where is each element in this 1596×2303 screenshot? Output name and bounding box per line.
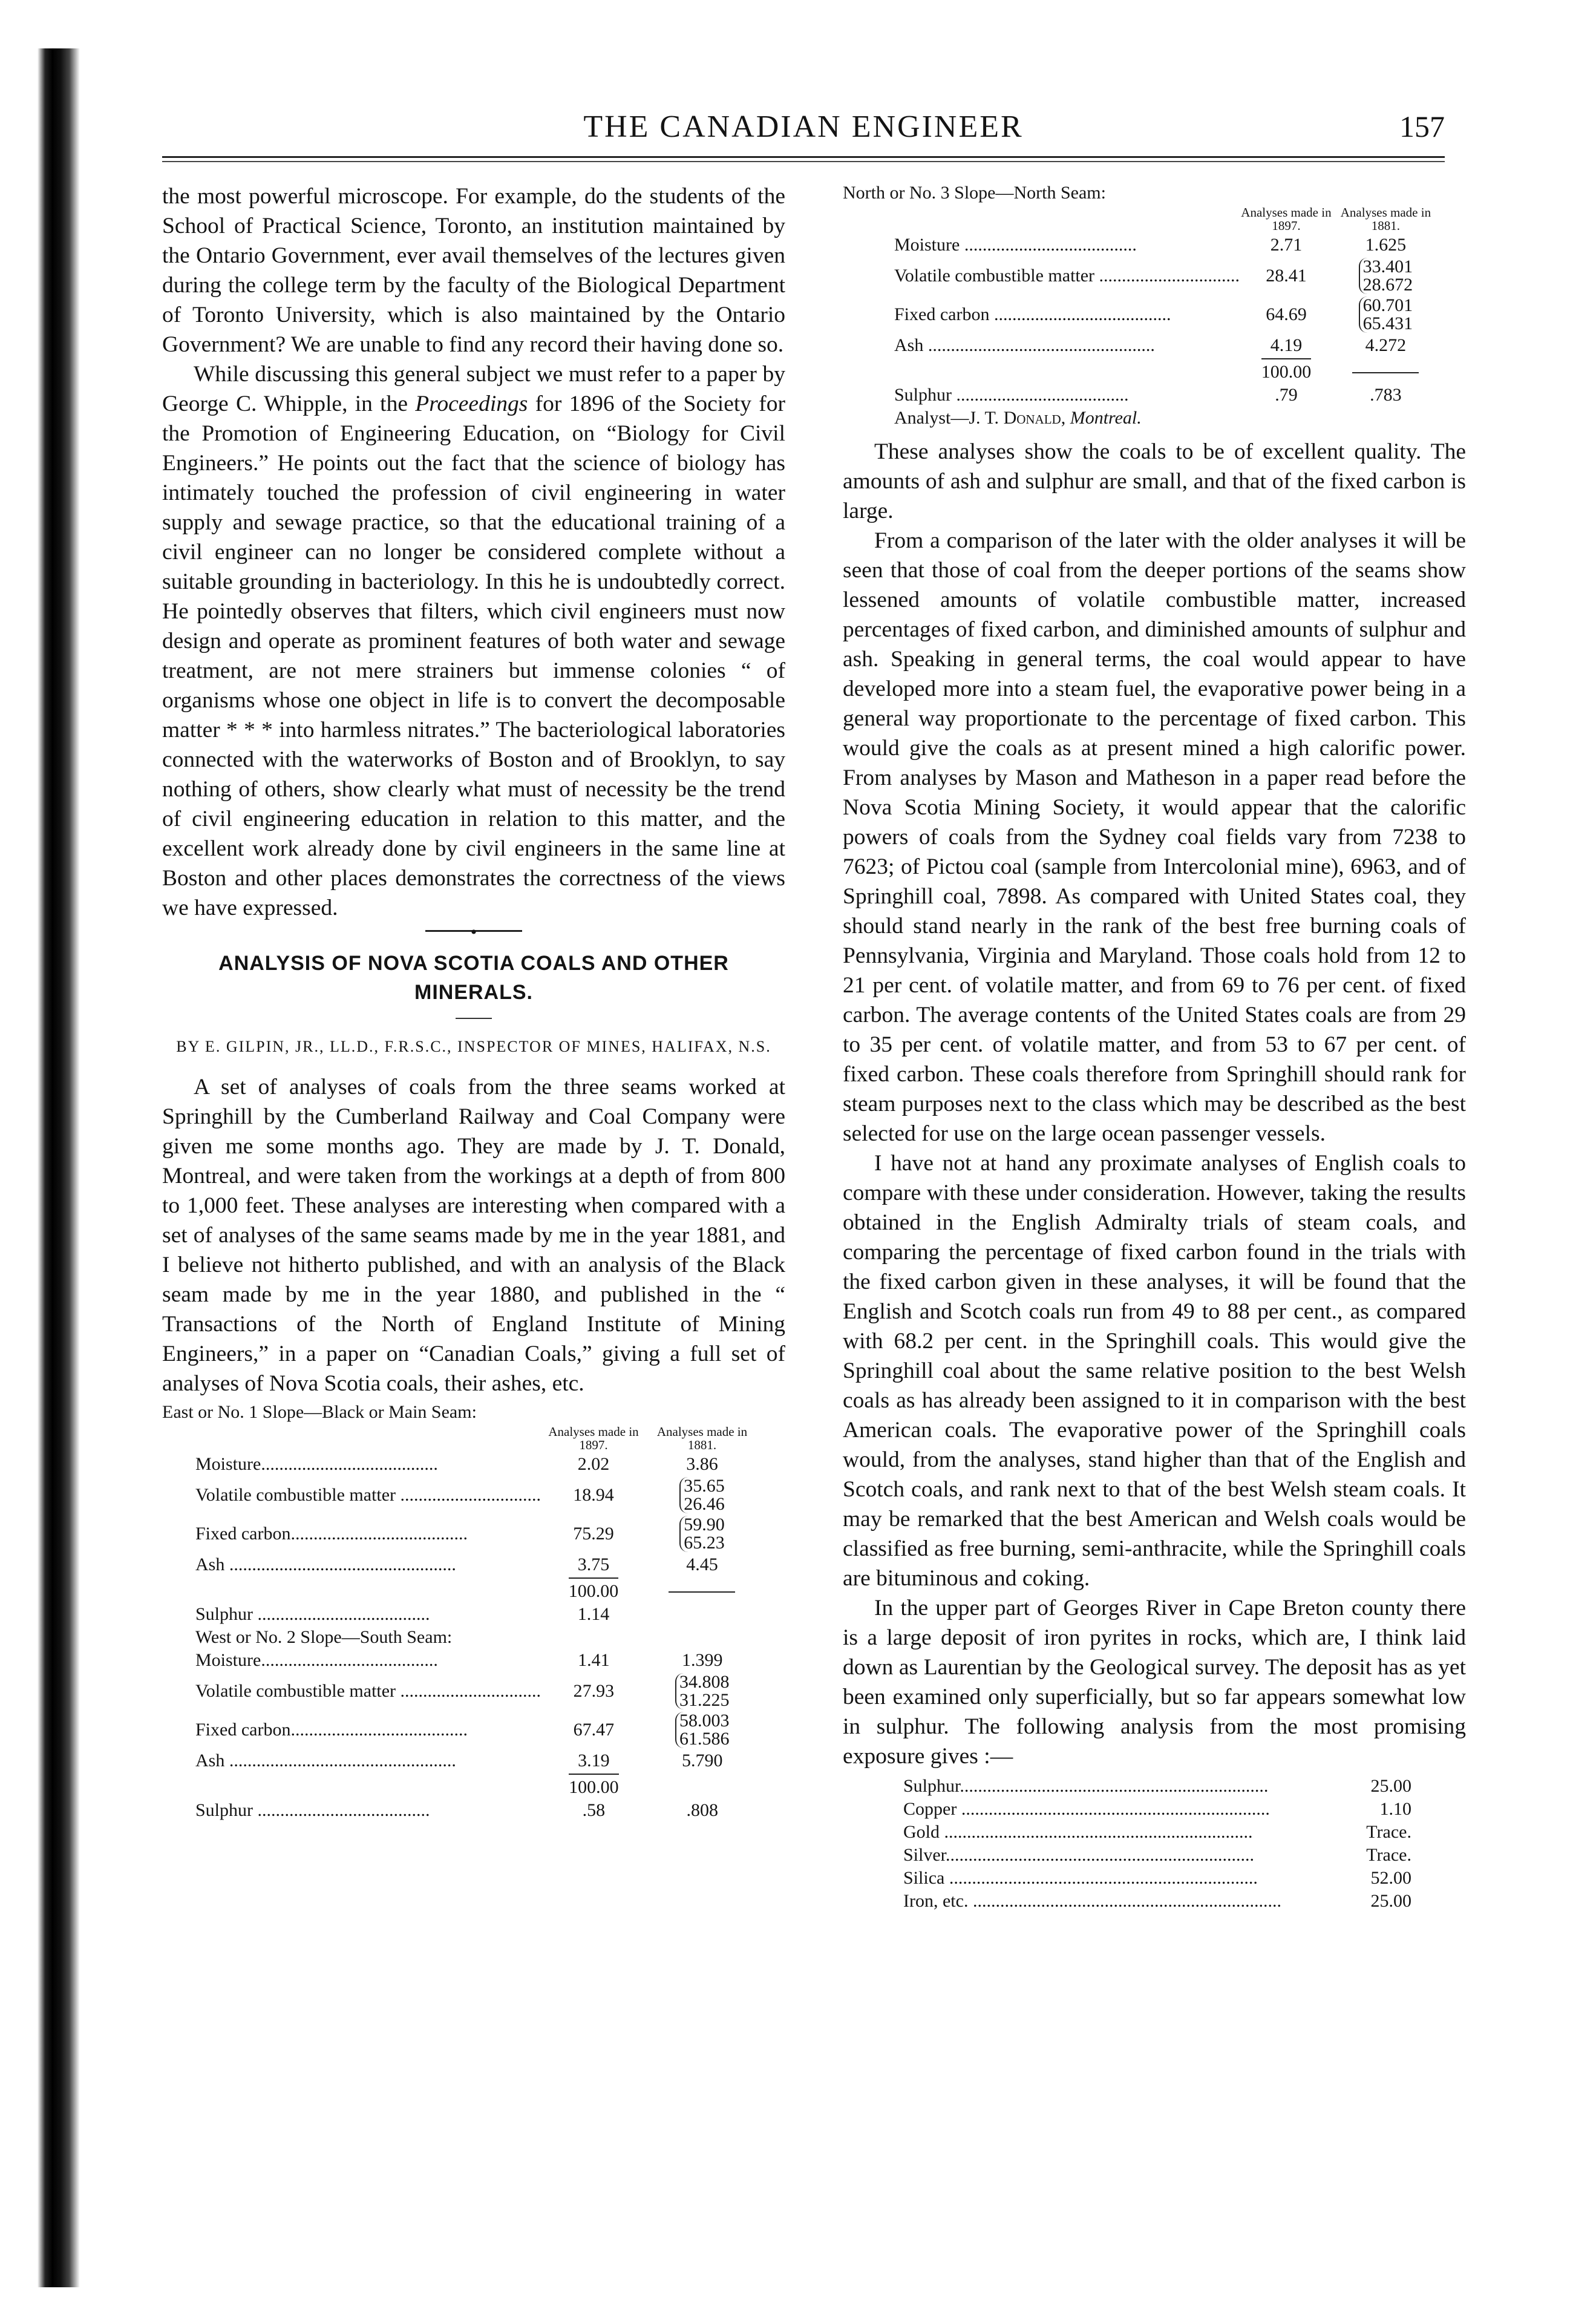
total-rule [669, 1591, 735, 1595]
row-label: Ash [195, 1751, 225, 1771]
value-1881: 1.399 [682, 1650, 723, 1670]
total-value: 100.00 [1261, 358, 1312, 382]
value-1897: 3.19 [578, 1751, 610, 1771]
column-header: Analyses made in 1881. [1340, 205, 1431, 233]
table-row: Sulphur.................................................................... 25.00 [903, 1775, 1411, 1798]
bullet-dot: • [470, 922, 477, 942]
pyrites-analysis-table [903, 1775, 1411, 1913]
sulphur-row: Sulphur ...................................... 1.14 [195, 1603, 758, 1626]
row-label: Silver [903, 1845, 946, 1865]
value-1881: 58.003 [679, 1711, 730, 1731]
table-caption: East or No. 1 Slope—Black or Main Seam: [162, 1402, 477, 1422]
value-1881: 4.45 [686, 1554, 718, 1574]
row-label: Sulphur [894, 385, 952, 405]
row-value: Trace. [1366, 1822, 1411, 1842]
row-value: 25.00 [1370, 1891, 1411, 1911]
article-title: ANALYSIS OF NOVA SCOTIA COALS AND OTHER MINERALS. [218, 952, 729, 1004]
table-row: Volatile combustible matter ............................... 27.93 34.808 31.225 [195, 1672, 730, 1710]
bracketed-values [675, 1673, 730, 1709]
value-1897: 28.41 [1266, 266, 1307, 286]
table-row: Silica .................................................................... 52.00 [903, 1867, 1411, 1890]
row-label: Fixed carbon [894, 304, 990, 324]
paragraph [162, 359, 785, 923]
column-header: Analyses made in 1897. [1241, 205, 1332, 233]
table-row: Volatile combustible matter ............................... 18.94 35.65 26.46 [195, 1476, 725, 1514]
row-value: 1.10 [1379, 1799, 1411, 1819]
value-1897: 27.93 [573, 1681, 615, 1701]
table-caption: North or No. 3 Slope—North Seam: [843, 183, 1106, 203]
row-label: Volatile combustible matter [195, 1485, 396, 1505]
value-1881: 1.625 [1365, 235, 1407, 255]
row-label: Sulphur [195, 1604, 253, 1624]
right-column [843, 182, 1466, 1913]
running-header [162, 106, 1445, 149]
bracketed-values [1359, 258, 1413, 294]
value-1881: 60.701 [1362, 295, 1413, 315]
value-1881: 26.46 [684, 1494, 725, 1514]
table-row: Silver.................................................................... Trace. [903, 1844, 1411, 1867]
value-1881: .783 [1370, 385, 1402, 405]
row-label: Iron, etc. [903, 1891, 969, 1911]
row-label: Fixed carbon [195, 1720, 291, 1740]
value-1897: 2.02 [577, 1454, 610, 1474]
row-label: Moisture [894, 235, 960, 255]
row-label: Volatile combustible matter [195, 1681, 396, 1701]
row-label: Copper [903, 1799, 957, 1819]
table-row: Iron, etc. .................................................................... 25.00 [903, 1890, 1411, 1913]
value-1881: 33.401 [1362, 257, 1413, 277]
total-rule [1352, 372, 1419, 376]
row-label: Silica [903, 1868, 945, 1888]
italic-text: Proceedings [415, 391, 528, 416]
byline: BY E. GILPIN, JR., LL.D., F.R.S.C., INSPECTOR OF MINES, HALIFAX, N.S. [176, 1038, 771, 1055]
analyst-credit [894, 407, 1466, 430]
paragraph: From a comparison of the later with the older analyses it will be seen that those of coal from the deeper portions of the seams show lessened amounts of volatile combustible matter, increased percentages of fixed carbon, and diminished amounts of sulphur and ash. Speaking in general terms, the coal would appear to have developed more into a steam fuel, the evaporative power being in a general way proportionate to the percentage of fixed carbon. This would give the coals as at present mined a high calorific power. From analyses by Mason and Matheson in a paper read before the Nova Scotia Mining Society, it would appear that the calorific powers of coals from the Sydney coal fields vary from 7238 to 7623; of Pictou coal (sample from Intercolonial mine), 6963, and of Springhill coal, 7898. As compared with United States coal, they should stand nearly in the rank of the best free burning coals of Pennsylvania, Virginia and Maryland. Those coals hold from 12 to 21 per cent. of volatile matter, and from 69 to 76 per cent. of fixed carbon. The average contents of the United States coals are from 29 to 35 per cent. of volatile matter, and from 53 to 67 per cent. of fixed carbon. These coals therefore from Springhill should rank for steam purposes next to the class which may be described as the best selected for use on the large ocean passenger vessels. [843, 528, 1466, 1146]
column-header: Analyses made in 1881. [656, 1424, 748, 1452]
analysis-table-west [195, 1649, 758, 1822]
analyst-place: Montreal. [1070, 408, 1142, 428]
bracketed-values [679, 1477, 725, 1513]
value-1881: 59.90 [684, 1515, 725, 1535]
paragraph: the most powerful microscope. For example, do the students of the School of Practical Science, Toronto, an institution maintained by the Ontario Government, ever avail themselves of the lectures given during the college term by the faculty of the Biological Department of Toronto University, which is also maintained by the Ontario Government? We are unable to find any record their having done so. [162, 184, 785, 357]
table-row: Moisture....................................... 2.02 3.86 [195, 1453, 758, 1476]
value-1881: 4.272 [1365, 335, 1407, 355]
table-row: Gold .................................................................... Trace. [903, 1821, 1411, 1844]
title-rule [456, 1018, 492, 1019]
paragraph: A set of analyses of coals from the three seams worked at Springhill by the Cumberland Railway and Coal Company were given me some months ago. They are made by J. T. Donald, Montreal, and were taken from the workings at a depth of from 800 to 1,000 feet. These analyses are interesting when compared with a set of analyses of the same seams made by me in the year 1881, and I believe not hitherto published, and with an analysis of the Black seam made by me in the year 1880, and published in the “ Transactions of the North of England Institute of Mining Engineers,” in a paper on “Canadian Coals,” giving a full set of analyses of Nova Scotia coals, their ashes, etc. [162, 1075, 785, 1396]
left-column [162, 182, 785, 1822]
value-1881: 28.672 [1362, 275, 1413, 295]
row-label: Ash [894, 335, 924, 355]
analysis-table-east [195, 1424, 758, 1626]
value-1897: 64.69 [1266, 304, 1307, 324]
value-1881: 61.586 [679, 1729, 730, 1749]
total-value: 100.00 [569, 1577, 619, 1602]
total-value: 100.00 [569, 1774, 619, 1798]
value-1897: 67.47 [573, 1720, 615, 1740]
table-row: Ash .................................................. 4.19 4.272 [894, 334, 1439, 357]
paragraph: These analyses show the coals to be of excellent quality. The amounts of ash and sulphur are small, and that of the fixed carbon is large. [843, 439, 1466, 523]
table-row: Fixed carbon....................................... 67.47 58.003 61.586 [195, 1711, 730, 1749]
analysis-table-north [894, 205, 1439, 407]
page-number: 157 [1399, 110, 1445, 143]
text-run: While discussing this general subject we must refer to a paper by George C. Whipple, in the [162, 362, 785, 416]
row-label: Ash [195, 1554, 225, 1574]
total-row [195, 1772, 758, 1799]
value-1881: 65.23 [684, 1533, 725, 1553]
row-label: Moisture [195, 1454, 261, 1474]
column-header: Analyses made in 1897. [548, 1424, 639, 1452]
analyst-label: Analyst—J. T. [894, 408, 1004, 428]
table-row: Fixed carbon ....................................... 64.69 60.701 65.431 [894, 295, 1413, 333]
value-1881: 31.225 [679, 1690, 730, 1710]
table-row: Copper .................................................................... 1.10 [903, 1798, 1411, 1821]
value-1881: 65.431 [1362, 313, 1413, 333]
total-row [894, 357, 1439, 384]
value-1897: 1.14 [577, 1604, 610, 1624]
row-label: Gold [903, 1822, 940, 1842]
paragraph: In the upper part of Georges River in Cape Breton county there is a large deposit of iron pyrites in rocks, which are, I think laid down as Laurentian by the Geological survey. The deposit has as yet been examined only superficially, but so far appears somewhat low in sulphur. The following analysis from the most promising exposure gives :— [843, 1596, 1466, 1769]
row-value: 25.00 [1370, 1776, 1411, 1796]
bracketed-values [679, 1516, 725, 1552]
value-1881 [646, 1603, 758, 1626]
table-caption: West or No. 2 Slope—South Seam: [195, 1627, 453, 1647]
row-label: Volatile combustible matter [894, 266, 1095, 286]
value-1897: 4.19 [1270, 335, 1303, 355]
value-1881: 35.65 [684, 1476, 725, 1496]
value-1897: 75.29 [573, 1524, 614, 1544]
value-1897: 3.75 [577, 1554, 610, 1574]
row-value: 52.00 [1370, 1868, 1411, 1888]
total-row [195, 1576, 758, 1603]
row-label: Moisture [195, 1650, 261, 1670]
sulphur-row: Sulphur ...................................... .58 .808 [195, 1799, 758, 1822]
value-1881: 5.790 [682, 1751, 723, 1771]
paragraph: I have not at hand any proximate analyses of English coals to compare with these under consideration. However, taking the results obtained in the English Admiralty trials of steam coals, and comparing the percentage of fixed carbon found in the trials with the fixed carbon given in these analyses, it will be found that the English and Scotch coals run from 49 to 88 per cent., as compared with 68.2 per cent. in the Springhill coals. This would give the Springhill coal about the same relative position to the best Welsh coals as has already been assigned to it in comparison with the best American coals. The evaporative power of the Springhill coals would, from the analyses, stand higher than that of the English and Scotch coals, and rank next to that of the best Welsh steam coals. It may be remarked that the best American and Welsh coals would be classified as free burning, semi-anthracite, while the Springhill coals are bituminous and coking. [843, 1151, 1466, 1591]
journal-title: THE CANADIAN ENGINEER [583, 110, 1024, 144]
sulphur-row: Sulphur ...................................... .79 .783 [894, 384, 1439, 407]
value-1881: .808 [686, 1800, 719, 1820]
row-value: Trace. [1366, 1845, 1411, 1865]
header-rule-double [162, 161, 1445, 162]
value-1897: .58 [582, 1800, 606, 1820]
analyst-name: Donald, [1003, 408, 1066, 428]
table-row: Ash .................................................. 3.19 5.790 [195, 1749, 758, 1772]
text-run: for 1896 of the Society for the Promotion of Engineering Education, on “Biology for Civil Engineers.” He points out the fact that the science of biology has intimately touched the profession of civil engineering in water supply and sewage practice, so that the educational training of a civil engineer can no longer be considered complete without a suitable grounding in bacteriology. In this he is undoubtedly correct. He pointedly observes that filters, which civil engineers must now design and operate as prominent features of both water and sewage treatment, are not mere strainers but immense colonies “ of organisms whose one object in life is to convert the decomposable matter * * * into harmless nitrates.” The bacteriological laboratories connected with the waterworks of Boston and of Brooklyn, to say nothing of others, show clearly what must of necessity be the trend of civil engineering education in relation to this matter, and the excellent work already done by civil engineers in the same line at Boston and other places demonstrates the correctness of the views we have expressed. [162, 391, 786, 920]
row-label: Sulphur [195, 1800, 253, 1820]
row-label: Sulphur [903, 1776, 960, 1796]
table-row: Fixed carbon....................................... 75.29 59.90 65.23 [195, 1515, 725, 1553]
value-1897: 2.71 [1270, 235, 1303, 255]
bracketed-values [675, 1712, 730, 1748]
table-row: Volatile combustible matter ............................... 28.41 33.401 28.672 [894, 257, 1413, 295]
value-1897: 1.41 [578, 1650, 610, 1670]
row-label: Fixed carbon [195, 1524, 291, 1544]
value-1897: .79 [1275, 385, 1298, 405]
bracketed-values [1359, 296, 1413, 333]
table-row: Moisture....................................... 1.41 1.399 [195, 1649, 758, 1672]
table-row: Ash .................................................. 3.75 4.45 [195, 1553, 758, 1576]
value-1881: 3.86 [686, 1454, 718, 1474]
value-1897: 18.94 [573, 1485, 614, 1505]
header-rule [162, 156, 1445, 158]
table-row: Moisture ...................................... 2.71 1.625 [894, 234, 1439, 257]
binding-edge [38, 48, 80, 2287]
value-1881: 34.808 [679, 1672, 730, 1692]
